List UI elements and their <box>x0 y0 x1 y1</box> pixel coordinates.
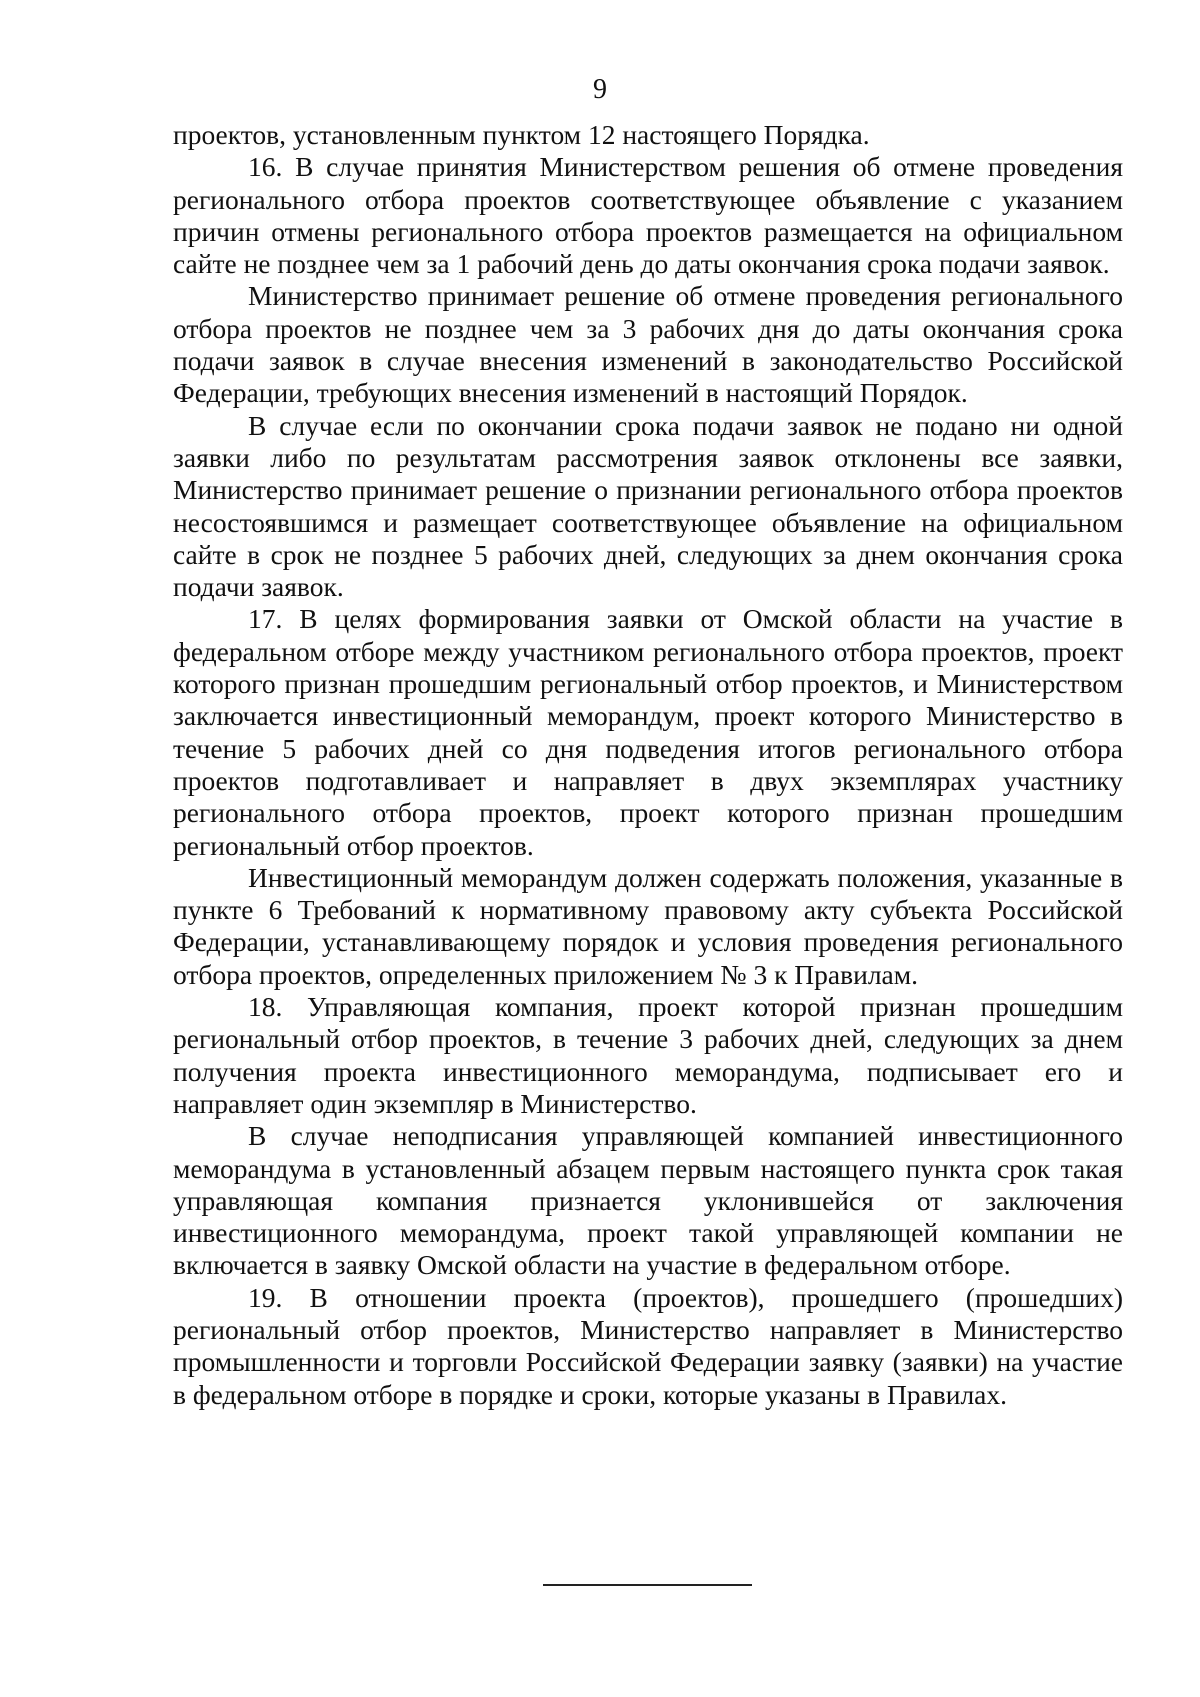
paragraph-clause-17-memorandum-content: Инвестиционный меморандум должен содержать положения, указанные в пункте 6 Требований к нормативному правовому акту субъекта Российской Федерации, устанавливающему порядок и условия проведения регионального отбора проектов, определенных приложением № 3 к Правилам. <box>173 861 1123 990</box>
paragraph-continuation: проектов, установленным пунктом 12 настоящего Порядка. <box>173 119 870 150</box>
document-body <box>173 119 1123 1411</box>
paragraph-clause-16: 16. В случае принятия Министерством решения об отмене проведения регионального отбора проектов соответствующее объявление с указанием причин отмены регионального отбора проектов размещается на официальном сайте не позднее чем за 1 рабочий день до даты окончания срока подачи заявок. <box>173 151 1123 280</box>
paragraph-clause-16-failed-selection: В случае если по окончании срока подачи заявок не подано ни одной заявки либо по результатам рассмотрения заявок отклонены все заявки, Министерство принимает решение о признании регионального отбора проектов несостоявшимся и размещает соответствующее объявление на официальном сайте в срок не позднее 5 рабочих дней, следующих за днем окончания срока подачи заявок. <box>173 409 1123 603</box>
page-number: 9 <box>593 74 607 105</box>
paragraph-clause-18: 18. Управляющая компания, проект которой признан прошедшим региональный отбор проектов, в течение 3 рабочих дней, следующих за днем получения проекта инвестиционного меморандума, подписывает его и направляет один экземпляр в Министерство. <box>173 991 1123 1119</box>
paragraph-clause-16-cancellation-deadline: Министерство принимает решение об отмене проведения регионального отбора проектов не позднее чем за 3 рабочих дня до даты окончания срока подачи заявок в случае внесения изменений в законодательство Российской Федерации, требующих внесения изменений в настоящий Порядок. <box>173 280 1123 409</box>
end-divider-line <box>543 1584 752 1586</box>
paragraph-clause-18-non-signing: В случае неподписания управляющей компанией инвестиционного меморандума в установленный абзацем первым настоящего пункта срок такая управляющая компания признается уклонившейся от заключения инвестиционного меморандума, проект такой управляющей компании не включается в заявку Омской области на участие в федеральном отборе. <box>173 1120 1123 1281</box>
paragraph-clause-19: 19. В отношении проекта (проектов), прошедшего (прошедших) региональный отбор проектов, Министерство направляет в Министерство промышленности и торговли Российской Федерации заявку (заявки) на участие в федеральном отборе в порядке и сроки, которые указаны в Правилах. <box>173 1281 1123 1410</box>
paragraph-clause-17: 17. В целях формирования заявки от Омской области на участие в федеральном отборе между участником регионального отбора проектов, проект которого признан прошедшим региональный отбор проектов, и Министерством заключается инвестиционный меморандум, проект которого Министерство в течение 5 рабочих дней со дня подведения итогов регионального отбора проектов подготавливает и направляет в двух экземплярах участнику регионального отбора проектов, проект которого признан прошедшим региональный отбор проектов. <box>173 603 1123 861</box>
